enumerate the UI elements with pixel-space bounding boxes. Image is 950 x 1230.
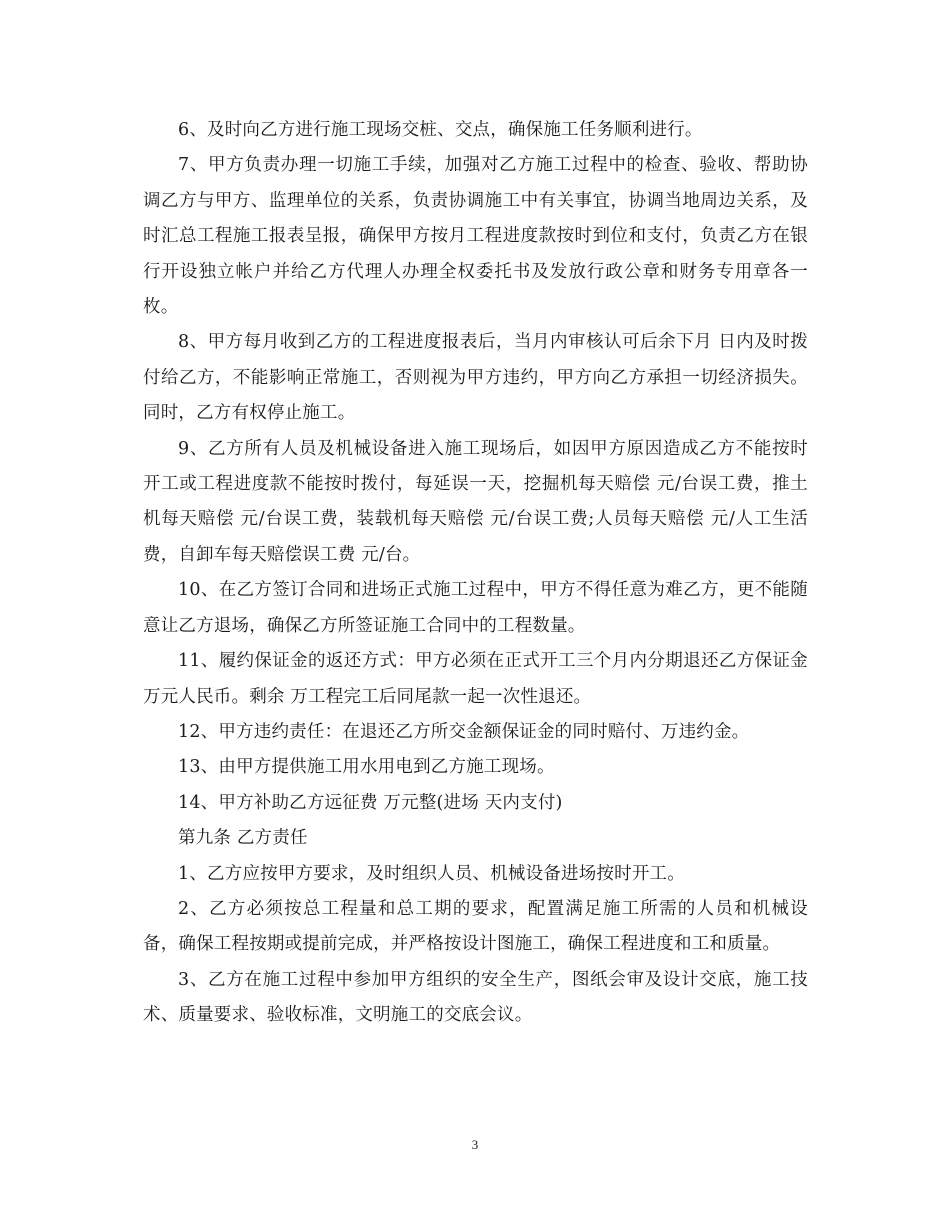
paragraph-14: 14、甲方补助乙方远征费 万元整(进场 天内支付) [178, 792, 563, 813]
page-number: 3 [471, 1137, 479, 1152]
paragraph-13: 13、由甲方提供施工用水用电到乙方施工现场。 [178, 757, 555, 778]
paragraph-6: 6、及时向乙方进行施工现场交桩、交点，确保施工任务顺利进行。 [178, 120, 703, 140]
clause-2: 2、乙方必须按总工程量和总工期的要求，配置满足施工所需的人员和机械设备，确保工程按期或提前完成，并严格按设计图施工，确保工程进度和工和质量。 [143, 898, 808, 955]
paragraph-11: 11、履约保证金的返还方式：甲方必须在正式开工三个月内分期退还乙方保证金 万元人民币。剩余 万工程完工后同尾款一起一次性退还。 [143, 651, 808, 707]
paragraph-8: 8、甲方每月收到乙方的工程进度报表后，当月内审核认可后余下月 日内及时拨付给乙方，不能影响正常施工，否则视为甲方违约，甲方向乙方承担一切经济损失。同时，乙方有权停止施工。 [143, 332, 808, 424]
document-body [143, 113, 808, 1034]
paragraph-10: 10、在乙方签订合同和进场正式施工过程中，甲方不得任意为难乙方，更不能随意让乙方退场，确保乙方所签证施工合同中的工程数量。 [143, 580, 808, 636]
clause-3: 3、乙方在施工过程中参加甲方组织的安全生产，图纸会审及设计交底，施工技术、质量要求、验收标准，文明施工的交底会议。 [143, 969, 808, 1026]
clause-1: 1、乙方应按甲方要求，及时组织人员、机械设备进场按时开工。 [178, 863, 685, 884]
paragraph-12: 12、甲方违约责任：在退还乙方所交金额保证金的同时赔付、万违约金。 [178, 721, 750, 742]
paragraph-9: 9、乙方所有人员及机械设备进入施工现场后，如因甲方原因造成乙方不能按时开工或工程进度款不能按时拨付，每延误一天，挖掘机每天赔偿 元/台误工费，推土机每天赔偿 元/台误工费，装载机每天赔偿 元/台误工费;人员每天赔偿 元/人工生活费，自卸车每天赔偿误工费 元/台。 [143, 438, 808, 565]
paragraph-7: 7、甲方负责办理一切施工手续，加强对乙方施工过程中的检查、验收、帮助协调乙方与甲方、监理单位的关系，负责协调施工中有关事宜，协调当地周边关系，及时汇总工程施工报表呈报，确保甲方按月工程进度款按时到位和支付，负责乙方在银行开设独立帐户并给乙方代理人办理全权委托书及发放行政公章和财务专用章各一枚。 [143, 155, 808, 318]
section-heading: 第九条 乙方责任 [178, 828, 308, 849]
